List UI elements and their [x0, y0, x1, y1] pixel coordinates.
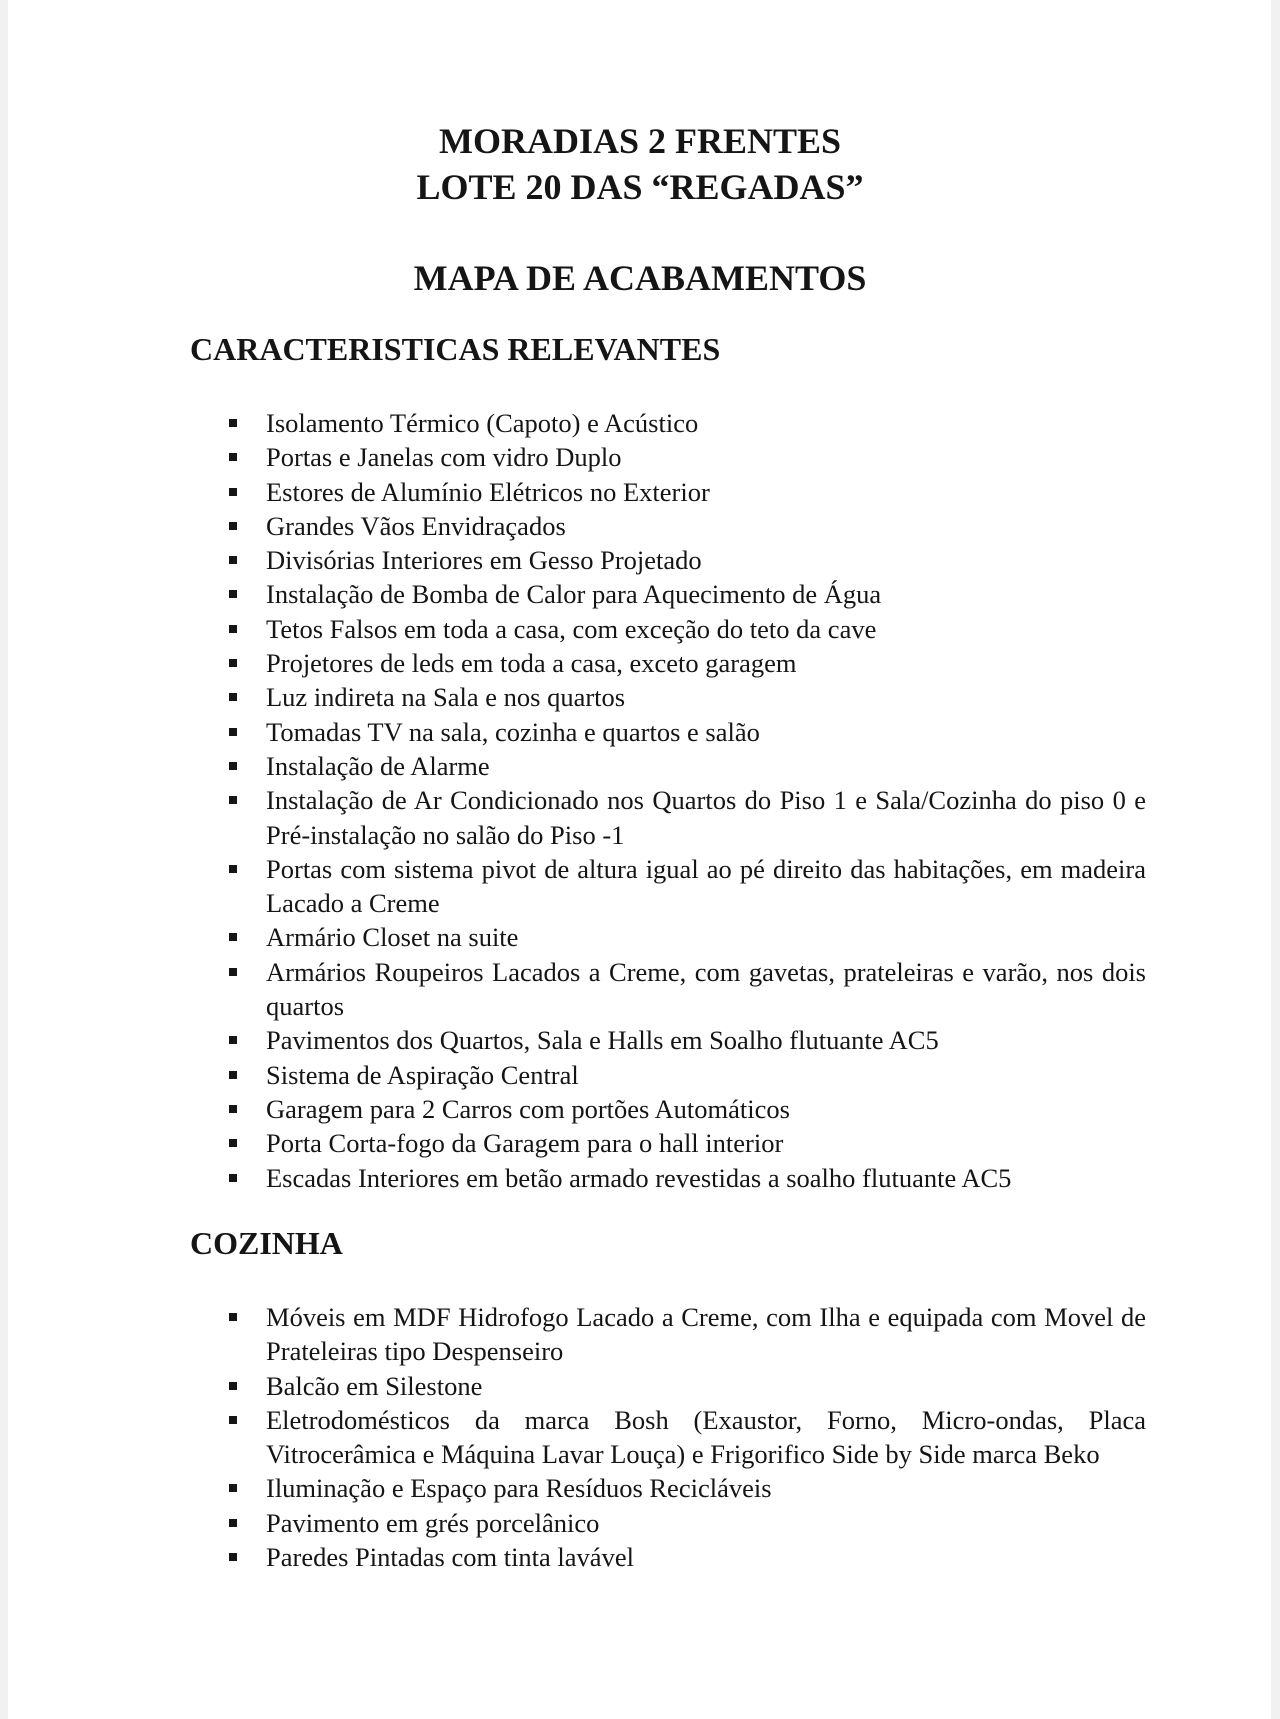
list-item-text: Móveis em MDF Hidrofogo Lacado a Creme, com Ilha e equipada com Movel de Prateleiras tipo Despenseiro	[266, 1302, 1146, 1367]
bullet-icon	[229, 933, 237, 941]
bullet-icon	[229, 1484, 237, 1492]
list-item	[226, 1403, 1146, 1472]
document-title	[0, 118, 1280, 210]
list-item-text: Divisórias Interiores em Gesso Projetado	[266, 545, 702, 576]
bullet-icon	[229, 728, 237, 736]
bullet-icon	[229, 590, 237, 598]
list-item	[226, 1126, 1146, 1160]
section-heading-caracteristicas: CARACTERISTICAS RELEVANTES	[190, 331, 721, 367]
list-item-text: Instalação de Ar Condicionado nos Quartos do Piso 1 e Sala/Cozinha do piso 0 e Pré-instalação no salão do Piso -1	[266, 785, 1146, 850]
bullet-icon	[229, 1313, 237, 1321]
list-item-text: Pavimentos dos Quartos, Sala e Halls em Soalho flutuante AC5	[266, 1025, 939, 1056]
list-item-text: Tomadas TV na sala, cozinha e quartos e salão	[266, 716, 760, 747]
list-item	[226, 475, 1146, 509]
list-item-text: Portas com sistema pivot de altura igual ao pé direito das habitações, em madeira Lacado a Creme	[266, 853, 1146, 919]
bullet-icon	[229, 522, 237, 530]
list-item-text: Estores de Alumínio Elétricos no Exterior	[266, 476, 710, 507]
bullet-icon	[229, 796, 237, 804]
list-item-text: Instalação de Alarme	[266, 750, 490, 781]
list-item	[226, 406, 1146, 440]
list-item	[226, 955, 1146, 1024]
bullet-icon	[229, 1553, 237, 1561]
bullet-icon	[229, 1071, 237, 1079]
list-item-text: Portas e Janelas com vidro Duplo	[266, 442, 622, 473]
list-item-text: Armário Closet na suite	[266, 922, 519, 953]
list-item-text: Projetores de leds em toda a casa, exceto garagem	[266, 648, 797, 679]
list-item	[226, 612, 1146, 646]
title-line-2: LOTE 20 DAS “REGADAS”	[416, 167, 864, 207]
list-item	[226, 1092, 1146, 1126]
list-item	[226, 680, 1146, 714]
list-item-text: Instalação de Bomba de Calor para Aquecimento de Água	[266, 579, 882, 610]
list-item	[226, 440, 1146, 474]
bullet-icon	[229, 625, 237, 633]
list-item	[226, 1506, 1146, 1540]
list-item-text: Paredes Pintadas com tinta lavável	[266, 1542, 634, 1573]
list-item-text: Armários Roupeiros Lacados a Creme, com gavetas, prateleiras e varão, nos dois quartos	[266, 956, 1146, 1022]
list-item-text: Iluminação e Espaço para Resíduos Recicláveis	[266, 1473, 772, 1504]
list-item-text: Eletrodomésticos da marca Bosh (Exaustor, Forno, Micro-ondas, Placa Vitrocerâmica e Máquina Lavar Louça) e Frigorifico Side by Side marca Beko	[266, 1404, 1146, 1470]
bullet-icon	[229, 556, 237, 564]
list-item-text: Garagem para 2 Carros com portões Automáticos	[266, 1093, 790, 1124]
list-item-text: Tetos Falsos em toda a casa, com exceção do teto da cave	[266, 613, 877, 644]
list-item	[226, 783, 1146, 852]
list-item-text: Escadas Interiores em betão armado revestidas a soalho flutuante AC5	[266, 1162, 1012, 1193]
list-item	[226, 543, 1146, 577]
list-item	[226, 1471, 1146, 1505]
bullet-icon	[229, 1105, 237, 1113]
bullet-icon	[229, 419, 237, 427]
bullet-icon	[229, 1139, 237, 1147]
bullet-icon	[229, 1174, 237, 1182]
list-item	[226, 1161, 1146, 1195]
list-item-text: Isolamento Térmico (Capoto) e Acústico	[266, 408, 699, 438]
list-item	[226, 509, 1146, 543]
list-item	[226, 920, 1146, 954]
bullet-icon	[229, 968, 237, 976]
list-item	[226, 1058, 1146, 1092]
bullet-icon	[229, 1416, 237, 1424]
title-line-1: MORADIAS 2 FRENTES	[438, 121, 842, 161]
list-item	[226, 1369, 1146, 1403]
bullet-icon	[229, 659, 237, 667]
list-item-text: Grandes Vãos Envidraçados	[266, 510, 566, 541]
cozinha-list	[226, 1300, 1146, 1574]
list-item	[226, 1023, 1146, 1057]
list-item-text: Luz indireta na Sala e nos quartos	[266, 682, 626, 713]
list-item	[226, 852, 1146, 921]
list-item	[226, 749, 1146, 783]
list-item-text: Porta Corta-fogo da Garagem para o hall interior	[266, 1128, 784, 1159]
bullet-icon	[229, 693, 237, 701]
bullet-icon	[229, 762, 237, 770]
list-item-text: Balcão em Silestone	[266, 1370, 483, 1401]
list-item-text: Sistema de Aspiração Central	[266, 1059, 579, 1090]
list-item	[226, 577, 1146, 611]
document-subtitle: MAPA DE ACABAMENTOS	[413, 258, 867, 298]
bullet-icon	[229, 1519, 237, 1527]
section-heading-cozinha: COZINHA	[190, 1225, 343, 1261]
list-item	[226, 646, 1146, 680]
bullet-icon	[229, 453, 237, 461]
bullet-icon	[229, 1036, 237, 1044]
list-item	[226, 1540, 1146, 1574]
list-item	[226, 1300, 1146, 1369]
list-item-text: Pavimento em grés porcelânico	[266, 1507, 600, 1538]
bullet-icon	[229, 865, 237, 873]
bullet-icon	[229, 488, 237, 496]
bullet-icon	[229, 1382, 237, 1390]
list-item	[226, 715, 1146, 749]
caracteristicas-list	[226, 406, 1146, 1195]
